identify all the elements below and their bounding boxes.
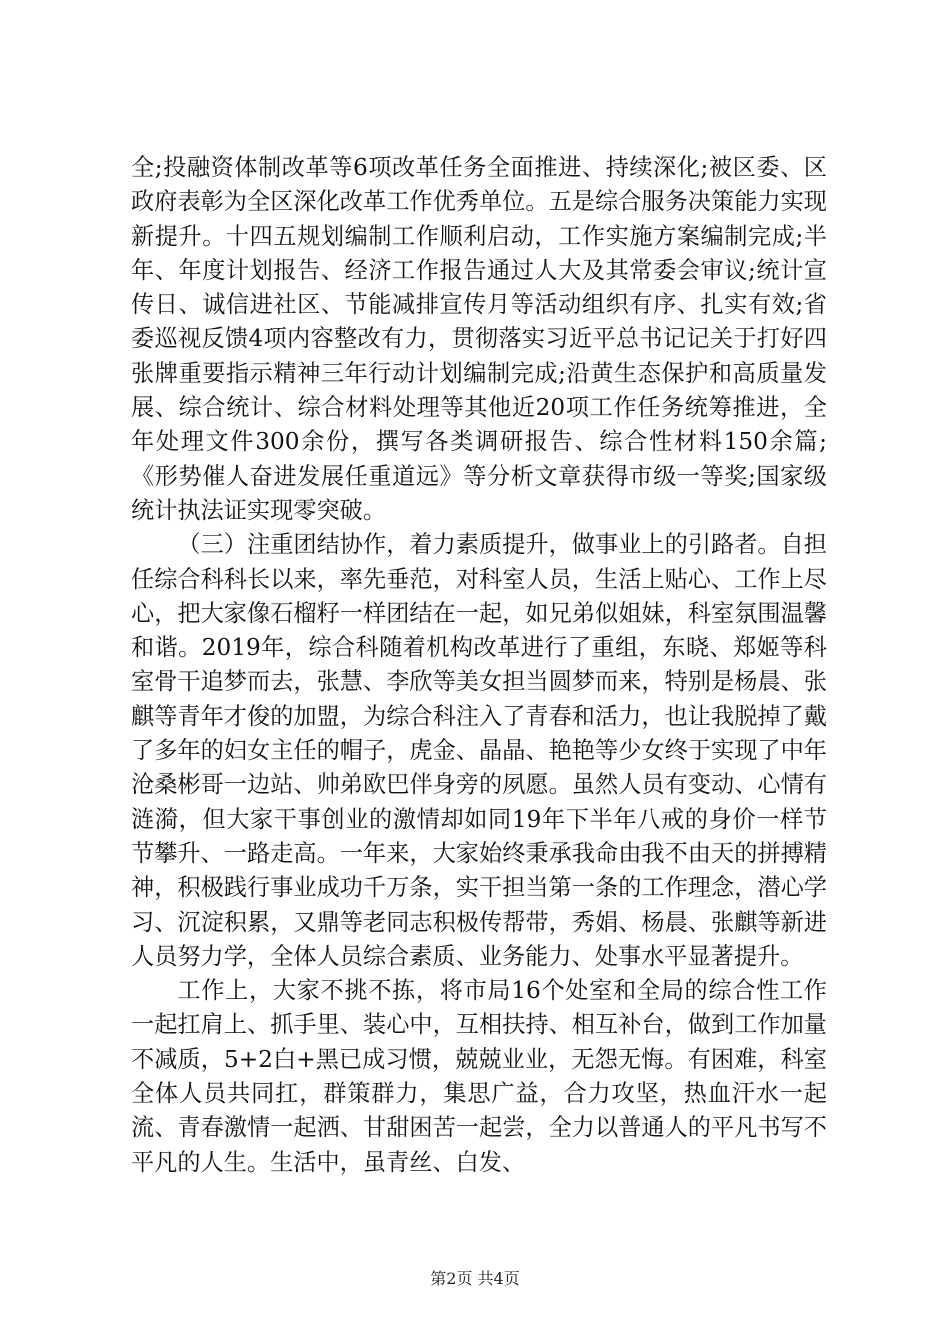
paragraph-section-three: （三）注重团结协作，着力素质提升，做事业上的引路者。自担任综合科科长以来，率先垂范，对科室人员，生活上贴心、工作上尽心，把大家像石榴籽一样团结在一起，如兄弟似姐妹，科室氛围温馨和谐。2019年，综合科随着机构改革进行了重组，东晓、郑姬等科室骨干追梦而去，张慧、李欣等美女担当圆梦而来，特别是杨晨、张麒等青年才俊的加盟，为综合科注入了青春和活力，也让我脱掉了戴了多年的妇女主任的帽子，虎金、晶晶、艳艳等少女终于实现了中年沧桑彬哥一边站、帅弟欧巴伴身旁的夙愿。虽然人员有变动、心情有涟漪，但大家干事创业的激情却如同19年下半年八戒的身价一样节节攀升、一路走高。一年来，大家始终秉承我命由我不由天的拼搏精神，积极践行事业成功千万条，实干担当第一条的工作理念，潜心学习、沉淀积累，又鼎等老同志积极传帮带，秀娟、杨晨、张麒等新进人员努力学，全体人员综合素质、业务能力、处事水平显著提升。 — [131, 531, 827, 970]
paragraph-continuation: 全;投融资体制改革等6项改革任务全面推进、持续深化;被区委、区政府表彰为全区深化改革工作优秀单位。五是综合服务决策能力实现新提升。十四五规划编制工作顺利启动，工作实施方案编制完成;半年、年度计划报告、经济工作报告通过人大及其常委会审议;统计宣传日、诚信进社区、节能减排宣传月等活动组织有序、扎实有效;省委巡视反馈4项内容整改有力，贯彻落实习近平总书记记关于打好四张牌重要指示精神三年行动计划编制完成;沿黄生态保护和高质量发展、综合统计、综合材料处理等其他近20项工作任务统筹推进，全年处理文件300余份，撰写各类调研报告、综合性材料150余篇;《形势催人奋进发展任重道远》等分析文章获得市级一等奖;国家级统计执法证实现零突破。 — [131, 154, 827, 524]
page-footer: 第2页 共4页 — [430, 1269, 520, 1288]
document-body — [131, 151, 827, 1180]
paragraph-work: 工作上，大家不挑不拣，将市局16个处室和全局的综合性工作一起扛肩上、抓手里、装心中，互相扶持、相互补台，做到工作加量不减质，5+2白+黑已成习惯，兢兢业业，无怨无悔。有困难，科室全体人员共同扛，群策群力，集思广益，合力攻坚，热血汗水一起流、青春激情一起洒、甘甜困苦一起尝，全力以普通人的平凡书写不平凡的人生。生活中，虽青丝、白发、 — [131, 977, 827, 1176]
